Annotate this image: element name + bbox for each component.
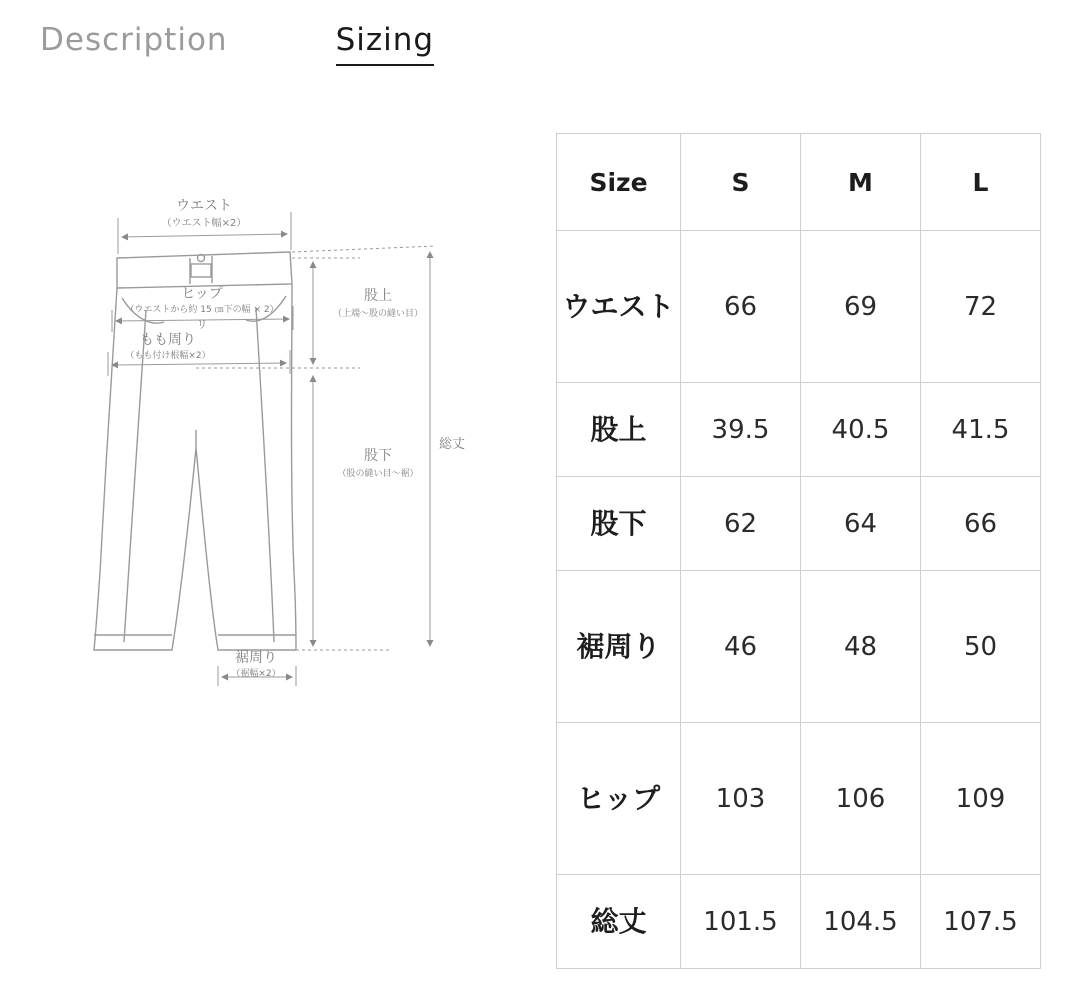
cell-hip-s: 103 (681, 723, 801, 875)
cell-inseam-s: 62 (681, 477, 801, 571)
label-hip-bracket: リ (196, 318, 208, 331)
size-table-container (556, 133, 1040, 969)
table-row (557, 723, 1041, 875)
cell-rise-s: 39.5 (681, 383, 801, 477)
cell-hip-l: 109 (921, 723, 1041, 875)
pants-measurement-diagram (60, 180, 520, 720)
cell-hip-m: 106 (801, 723, 921, 875)
tab-description[interactable]: Description (40, 22, 228, 58)
table-row (557, 477, 1041, 571)
table-header-row (557, 134, 1041, 231)
label-inseam-sub: （股の縫い目～裾） (337, 469, 419, 479)
cell-hem-s: 46 (681, 571, 801, 723)
row-label-total-length: 総丈 (557, 875, 681, 969)
row-label-hem: 裾周り (557, 571, 681, 723)
cell-hem-l: 50 (921, 571, 1041, 723)
label-waist: ウエスト (176, 198, 232, 214)
label-hem: 裾周り (235, 650, 277, 666)
label-hem-sub: （裾幅×2） (231, 669, 281, 679)
cell-waist-l: 72 (921, 231, 1041, 383)
label-hip-sub: （ウエストから約 15 ㎝下の幅 × 2） (125, 305, 279, 315)
cell-inseam-l: 66 (921, 477, 1041, 571)
header-size: Size (557, 134, 681, 231)
label-rise-sub: （上端～股の縫い目） (332, 309, 424, 319)
label-rise: 股上 (364, 288, 392, 304)
header-s: S (681, 134, 801, 231)
tab-bar (40, 22, 434, 66)
cell-total-s: 101.5 (681, 875, 801, 969)
label-waist-sub: （ウエスト幅×2） (161, 218, 247, 229)
cell-waist-m: 69 (801, 231, 921, 383)
size-table (556, 133, 1041, 969)
table-row (557, 383, 1041, 477)
cell-hem-m: 48 (801, 571, 921, 723)
label-thigh: もも周り (140, 332, 196, 348)
cell-waist-s: 66 (681, 231, 801, 383)
cell-rise-l: 41.5 (921, 383, 1041, 477)
header-l: L (921, 134, 1041, 231)
cell-total-m: 104.5 (801, 875, 921, 969)
tab-sizing[interactable]: Sizing (336, 22, 435, 66)
label-total-length: 総丈 (438, 437, 466, 452)
header-m: M (801, 134, 921, 231)
row-label-inseam: 股下 (557, 477, 681, 571)
row-label-hip: ヒップ (557, 723, 681, 875)
table-row (557, 231, 1041, 383)
table-row (557, 875, 1041, 969)
label-hip: ヒップ (181, 286, 223, 302)
label-inseam: 股下 (364, 448, 392, 464)
table-row (557, 571, 1041, 723)
cell-inseam-m: 64 (801, 477, 921, 571)
row-label-waist: ウエスト (557, 231, 681, 383)
cell-total-l: 107.5 (921, 875, 1041, 969)
row-label-rise: 股上 (557, 383, 681, 477)
label-thigh-sub: （もも付け根幅×2） (125, 351, 211, 361)
cell-rise-m: 40.5 (801, 383, 921, 477)
